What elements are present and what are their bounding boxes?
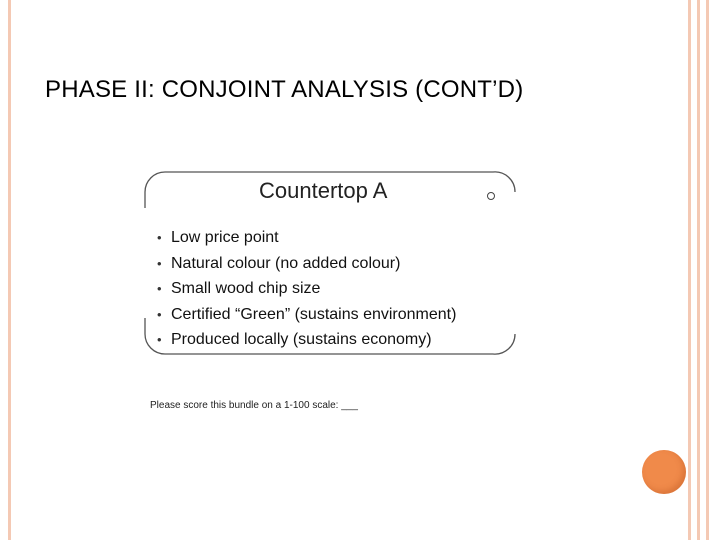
attribute-text: Low price point [171,229,279,246]
decorative-frame-right [688,0,691,540]
product-bundle-card [143,168,516,358]
select-radio-icon[interactable] [487,192,495,200]
attribute-list [155,225,456,353]
slide-title: PHASE II: CONJOINT ANALYSIS (CONT’D) [45,76,524,103]
decorative-frame-right [697,0,700,540]
list-item [155,225,456,251]
bullet-icon: • [157,281,162,296]
attribute-text: Natural colour (no added colour) [171,254,401,272]
decorative-frame-right [706,0,709,540]
bullet-icon: • [157,255,162,271]
list-item [155,276,456,302]
decorative-orange-circle [642,450,686,494]
list-item [155,302,456,328]
bullet-icon: • [157,306,162,322]
attribute-text: Small wood chip size [171,280,321,297]
list-item [155,251,456,277]
card-title: Countertop A [259,178,388,203]
bullet-icon: • [157,332,162,347]
attribute-text: Produced locally (sustains economy) [171,331,432,348]
bullet-icon: • [157,230,162,245]
decorative-frame-left [8,0,11,540]
attribute-text: Certified “Green” (sustains environment) [171,305,457,323]
score-prompt: Please score this bundle on a 1-100 scale: ___ [150,400,358,411]
list-item [155,327,456,353]
